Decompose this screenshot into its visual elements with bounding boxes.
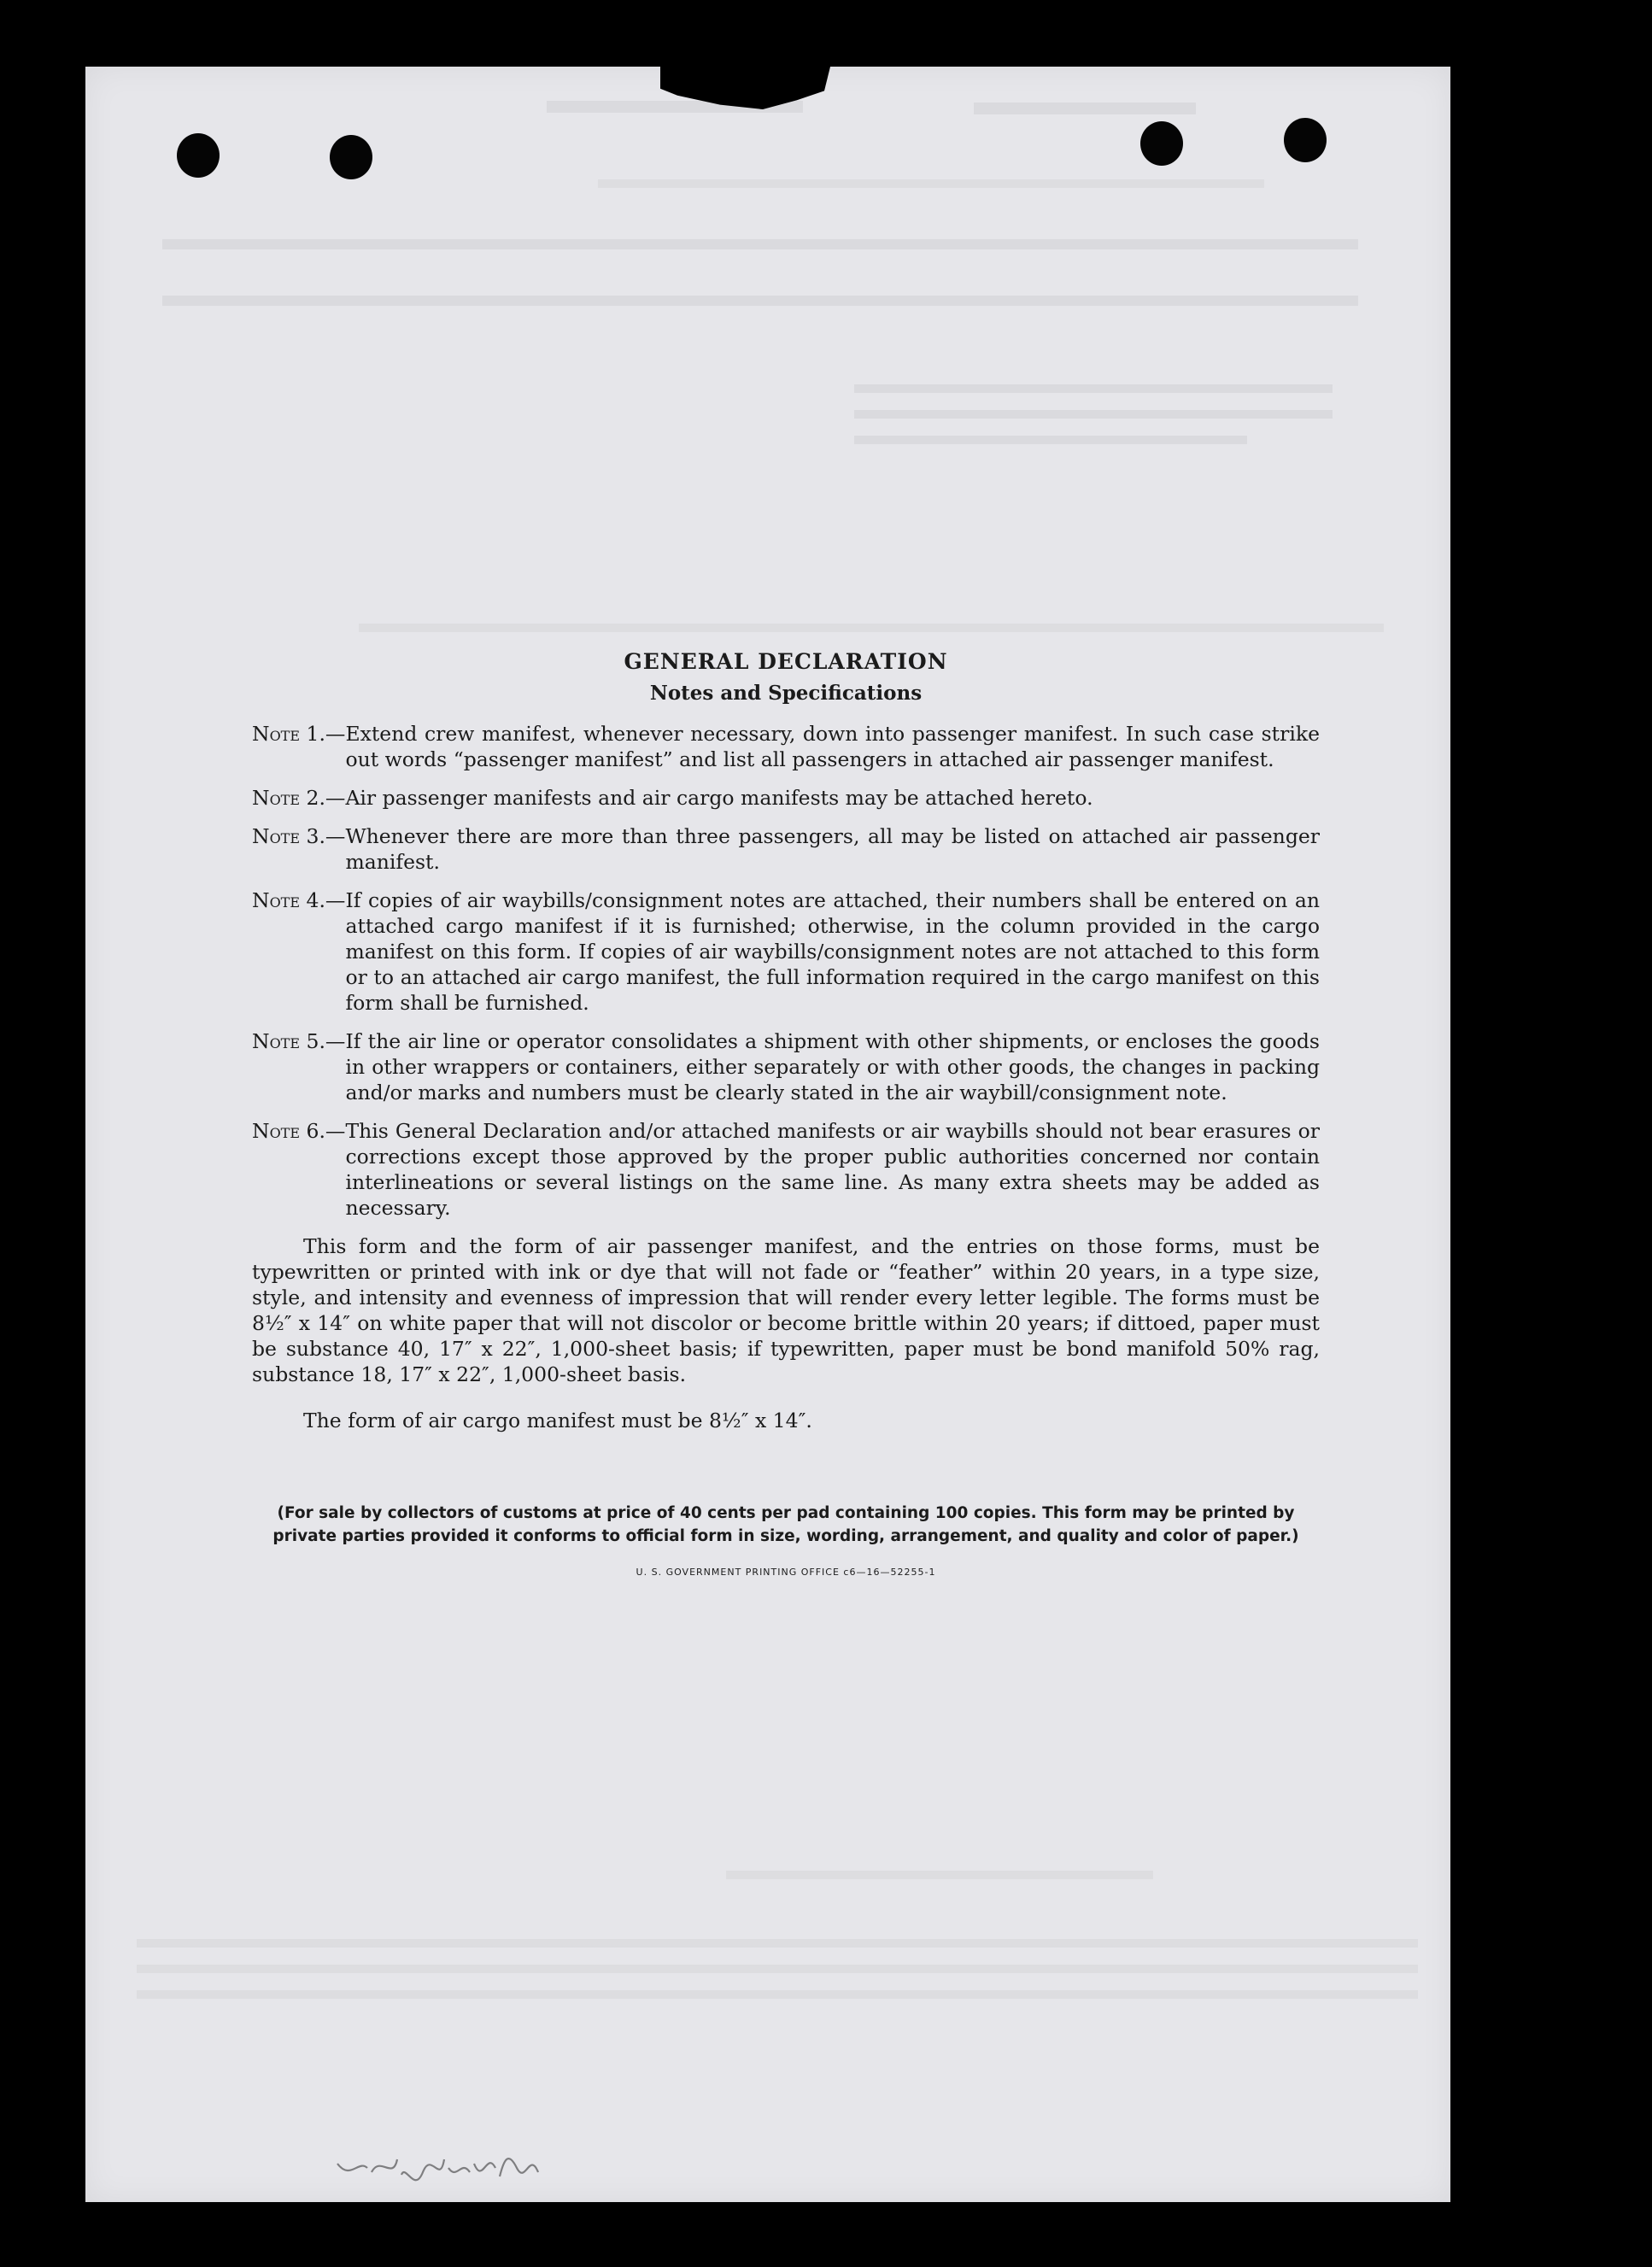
printing-office-imprint: U. S. GOVERNMENT PRINTING OFFICE c6—16—52255-1 [636,1566,936,1578]
note-text: If the air line or operator consolidates a shipment with other shipments, or encloses the goods in other wrappers or containers, either separately or with other goods, the changes in packing and/or marks and numbers must be clearly stated in the air waybill/consignment note. [345,1029,1320,1104]
cargo-manifest-paragraph: The form of air cargo manifest must be 8½″ x 14″. [303,1408,812,1432]
sale-notice: (For sale by collectors of customs at price of 40 cents per pad containing 100 copies. This form may be printed by private parties provided it conforms to official form in size, wording, arrangement, and quality and color of paper.) [272,1503,1299,1545]
note-3 [252,823,1320,875]
note-label: Note 3.— [252,824,346,848]
note-label: Note 1.— [252,722,346,746]
note-text: If copies of air waybills/consignment notes are attached, their numbers shall be entered on an attached cargo manifest if it is furnished; otherwise, in the column provided in the cargo manifest on this form. If copies of air waybills/consignment notes are not attached to this form or to an attached air cargo manifest, the full information required in the cargo manifest on this form shall be furnished. [345,888,1320,1015]
note-1 [252,721,1320,772]
note-label: Note 6.— [252,1119,346,1143]
punch-hole-icon [1140,121,1183,166]
punch-hole-icon [1284,118,1327,162]
page-subtitle: Notes and Specifications [649,682,923,705]
note-label: Note 4.— [252,888,346,912]
punch-hole-icon [330,135,372,179]
note-5 [252,1028,1320,1105]
note-6 [252,1118,1320,1221]
note-label: Note 2.— [252,786,346,810]
note-text: This General Declaration and/or attached manifests or air waybills should not bear erasures or corrections except those approved by the proper public authorities concerned nor contain interlineations or several listings on the same line. As many extra sheets may be added as necessary. [345,1119,1320,1220]
note-label: Note 5.— [252,1029,346,1053]
note-4 [252,887,1320,1016]
form-specification-paragraph: This form and the form of air passenger manifest, and the entries on those forms, must be typewritten or printed with ink or dye that will not fade or “feather” within 20 years, in a type size, style, and intensity and evenness of impression that will render every letter legible. The forms must be 8½″ x 14″ on white paper that will not discolor or become brittle within 20 years; if dittoed, paper must be substance 40, 17″ x 22″, 1,000-sheet basis; if typewritten, paper must be bond manifold 50% rag, substance 18, 17″ x 22″, 1,000-sheet basis. [252,1234,1320,1386]
punch-hole-icon [177,133,220,178]
notes-section [252,646,1320,1587]
note-text: Air passenger manifests and air cargo manifests may be attached hereto. [345,786,1093,810]
page-title: GENERAL DECLARATION [624,649,948,674]
signature-image [320,2134,542,2194]
note-2 [252,785,1320,811]
note-text: Whenever there are more than three passengers, all may be listed on attached air passenger manifest. [345,824,1320,874]
note-text: Extend crew manifest, whenever necessary, down into passenger manifest. In such case strike out words “passenger manifest” and list all passengers in attached air passenger manifest. [345,722,1320,771]
